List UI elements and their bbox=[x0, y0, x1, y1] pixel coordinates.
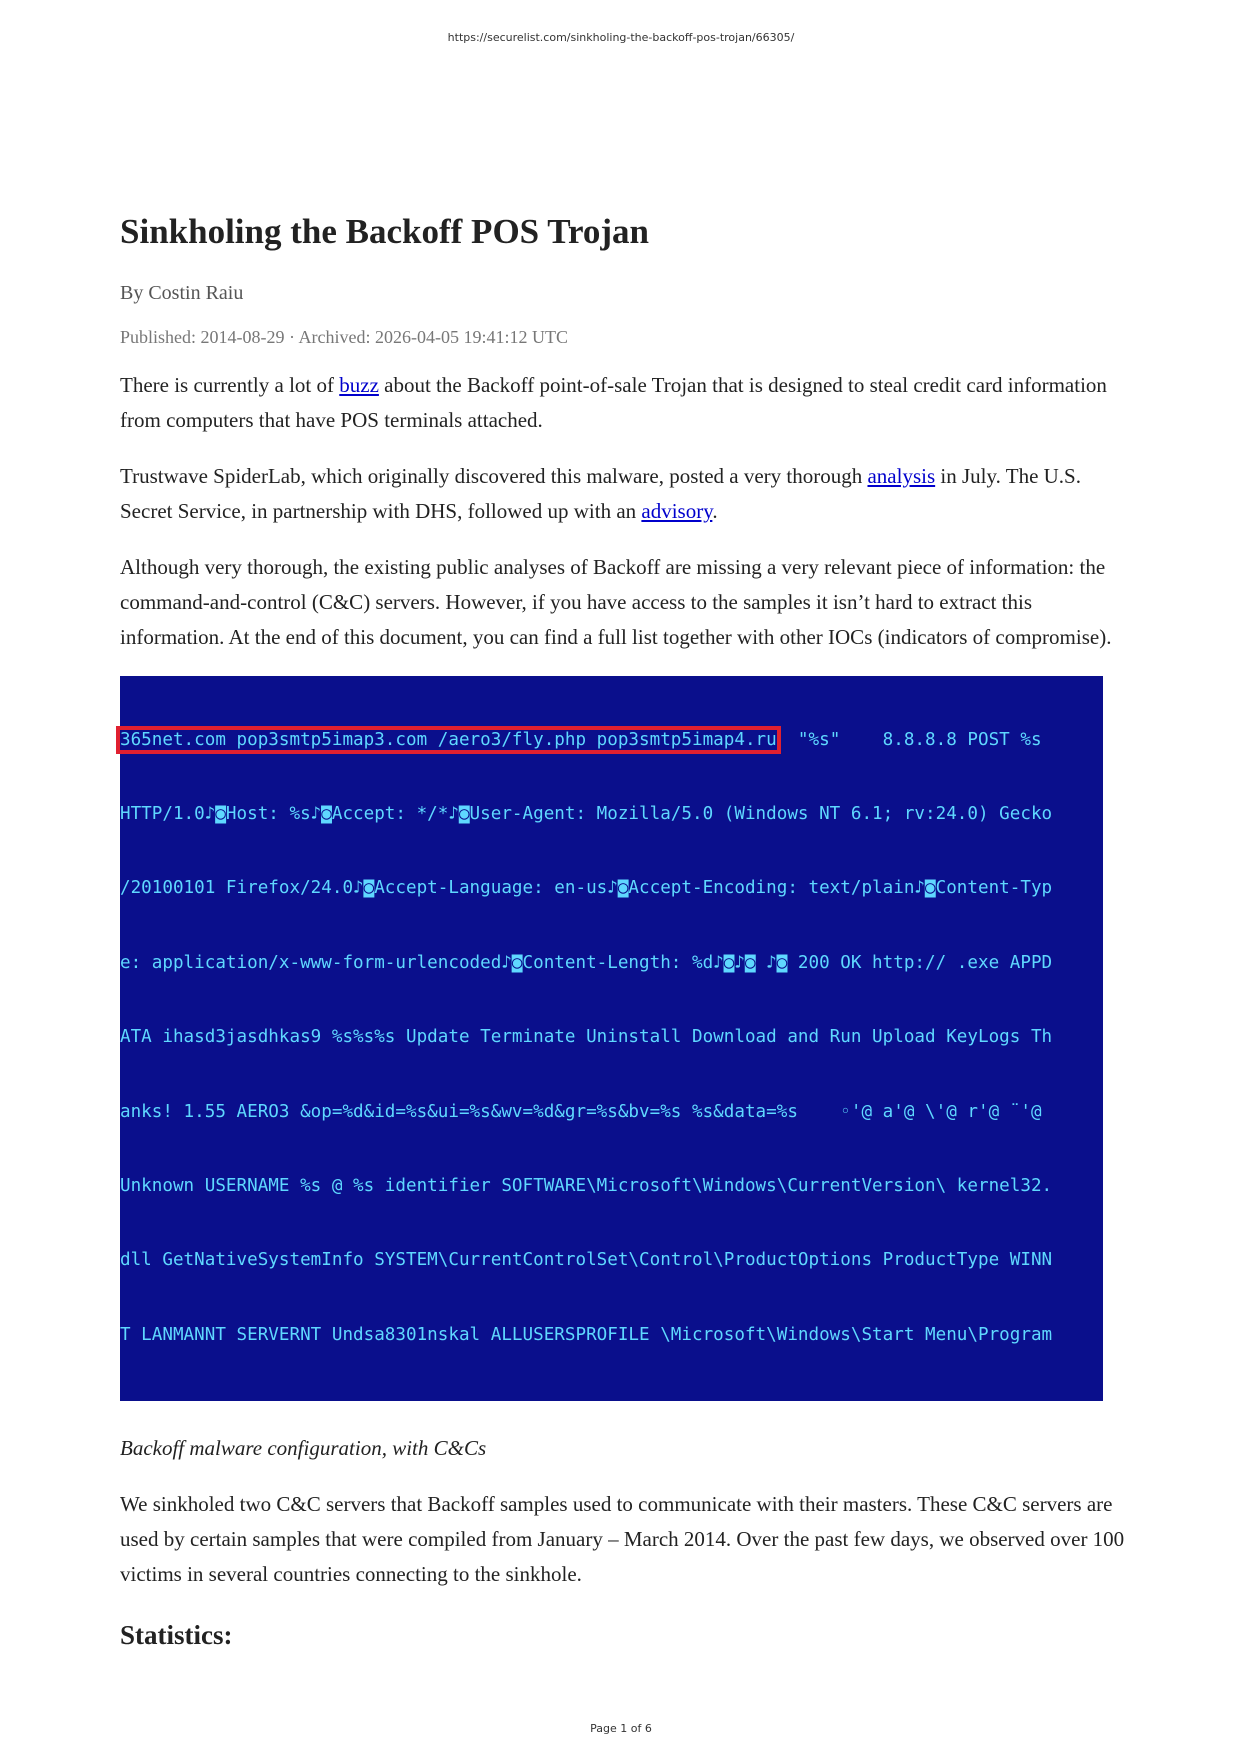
code-line: anks! 1.55 AERO3 &op=%d&id=%s&ui=%s&wv=%d&gr=%s&bv=%s %s&data=%s ◦'@ a'@ \'@ r'@ ¨'@ bbox=[120, 1101, 1042, 1122]
cc-highlight-box: 365net.com pop3smtp5imap3.com /aero3/fly.php pop3smtp5imap4.ru bbox=[120, 729, 777, 750]
text: There is currently a lot of bbox=[120, 373, 340, 397]
code-line: e: application/x-www-form-urlencoded♪◙Content-Length: %d♪◙♪◙ ♪◙ 200 OK http:// .exe APPD bbox=[120, 952, 1053, 973]
article bbox=[120, 212, 1130, 1651]
code-line: ATA ihasd3jasdhkas9 %s%s%s Update Terminate Uninstall Download and Run Upload KeyLogs Th bbox=[120, 1027, 1053, 1048]
code-text: "%s" 8.8.8.8 POST %s bbox=[776, 729, 1042, 750]
byline: By Costin Raiu bbox=[120, 282, 244, 304]
publish-meta: Published: 2014-08-29 · Archived: 2026-04-05 19:41:12 UTC bbox=[120, 327, 568, 347]
paragraph-2 bbox=[120, 459, 1130, 529]
page-url: https://securelist.com/sinkholing-the-backoff-pos-trojan/66305/ bbox=[447, 31, 795, 44]
paragraph-4: We sinkholed two C&C servers that Backoff samples used to communicate with their masters. These C&C servers are used by certain samples that were compiled from January – March 2014. Over the past few days, we observed over 100 victims in several countries connecting to the sinkhole. bbox=[120, 1492, 1125, 1587]
analysis-link[interactable]: analysis bbox=[867, 464, 936, 488]
image-caption: Backoff malware configuration, with C&Cs bbox=[120, 1436, 487, 1461]
code-line: HTTP/1.0♪◙Host: %s♪◙Accept: */*♪◙User-Agent: Mozilla/5.0 (Windows NT 6.1; rv:24.0) Gecko bbox=[120, 803, 1053, 824]
code-line: Unknown USERNAME %s @ %s identifier SOFTWARE\Microsoft\Windows\CurrentVersion\ kernel32. bbox=[120, 1175, 1053, 1196]
text: . bbox=[712, 499, 718, 523]
code-line bbox=[120, 728, 1103, 753]
text: about the Backoff point-of-sale Trojan that is designed to steal credit card information from computers that have POS terminals attached. bbox=[120, 373, 1107, 432]
code-line: T LANMANNT SERVERNT Undsa8301nskal ALLUSERSPROFILE \Microsoft\Windows\Start Menu\Program bbox=[120, 1324, 1053, 1345]
page-number: Page 1 of 6 bbox=[590, 1722, 652, 1735]
text: in July. The U.S. Secret Service, in partnership with DHS, followed up with an bbox=[120, 464, 1081, 523]
malware-config-image bbox=[120, 676, 1103, 1401]
advisory-link[interactable]: advisory bbox=[641, 499, 713, 523]
code-line: /20100101 Firefox/24.0♪◙Accept-Language: en-us♪◙Accept-Encoding: text/plain♪◙Content-Typ bbox=[120, 878, 1053, 899]
statistics-heading: Statistics: bbox=[120, 1620, 233, 1651]
article-title: Sinkholing the Backoff POS Trojan bbox=[120, 212, 650, 251]
buzz-link[interactable]: buzz bbox=[339, 373, 379, 397]
code-line: dll GetNativeSystemInfo SYSTEM\CurrentControlSet\Control\ProductOptions ProductType WINN bbox=[120, 1250, 1053, 1271]
paragraph-3: Although very thorough, the existing public analyses of Backoff are missing a very relevant piece of information: the command-and-control (C&C) servers. However, if you have access to the samples it isn’t hard to extract this information. At the end of this document, you can find a full list together with other IOCs (indicators of compromise). bbox=[120, 555, 1112, 649]
paragraph-1 bbox=[120, 368, 1130, 438]
text: Trustwave SpiderLab, which originally discovered this malware, posted a very thorough bbox=[120, 464, 868, 488]
